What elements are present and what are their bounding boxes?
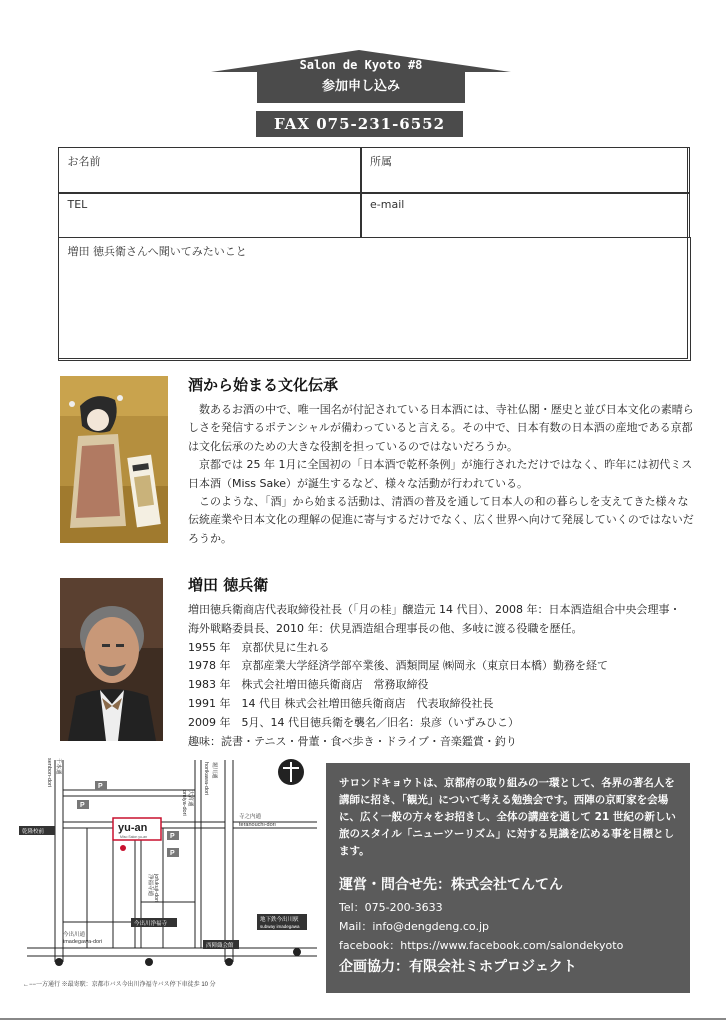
svg-text:堀川通: 堀川通 (211, 762, 217, 779)
contact-tel: Tel：075-200-3633 (339, 901, 443, 914)
section1-paragraph: このような、「酒」から始まる活動は、清酒の普及を通して日本人の和の暮らしを支えてきた様々な伝統産業や日本文化の理解の促進に寄与するだけでなく、広く世界へ向けて発展していくのではないだろうか。 (188, 495, 694, 545)
profile-line: 海外戦略委員長、2010 年：伏見酒造組合理事長の他、多岐に渡る役職を歴任。 (188, 621, 583, 635)
contact-mail[interactable]: Mail：info@dengdeng.co.jp (339, 920, 489, 933)
profile-line: 1983 年 株式会社増田徳兵衛商店 常務取締役 (188, 678, 429, 692)
svg-text:imadegawa-dori: imadegawa-dori (63, 939, 103, 945)
profile-line: 増田徳兵衛商店代表取締役社長（「月の桂」醸造元 14 代目）、2008 年：日本酒造組合中央会理事・ (188, 603, 681, 616)
email-label: e-mail (370, 198, 405, 211)
svg-text:jofukuji-dori: jofukuji-dori (153, 874, 159, 903)
svg-text:浄福寺通: 浄福寺通 (147, 874, 153, 897)
profile-line: 趣味：読書・テニス・骨董・食べ歩き・ドライブ・音楽鑑賞・釣り (188, 734, 517, 748)
profile-body (188, 601, 700, 751)
name-label: お名前 (67, 154, 101, 168)
section1-body (188, 401, 696, 548)
bottom-divider (0, 1018, 726, 1020)
affiliation-label: 所属 (370, 154, 392, 168)
section1-title: 酒から始まる文化伝承 (188, 376, 339, 394)
svg-text:寺之内通: 寺之内通 (239, 814, 262, 820)
parking-label: P (170, 850, 175, 857)
organizer: 運営・問合せ先：株式会社てんてん (339, 877, 563, 893)
svg-text:teranouchi-dori: teranouchi-dori (239, 822, 276, 828)
event-subtitle: 参加申し込み (321, 79, 400, 94)
application-form (58, 147, 688, 359)
svg-text:subway imadegawa: subway imadegawa (260, 924, 300, 929)
section1-paragraph: 数あるお酒の中で、唯一国名が付記されている日本酒には、寺社仏閣・歴史と並び日本文化の素晴らしさを発信するポテンシャルが備わっていると言える。その中で、日本有数の日本酒の産地である京都は文化伝承のための大きな役割を担っているのではないだろうか。 (188, 403, 694, 453)
cooperation: 企画協力：有限会社ミホプロジェクト (339, 959, 577, 975)
svg-text:今出川通: 今出川通 (63, 932, 86, 938)
svg-text:omiya-dori: omiya-dori (181, 790, 187, 816)
parking-label: P (80, 802, 85, 809)
parking-label: P (170, 833, 175, 840)
profile-line: 1991 年 14 代目 株式会社増田徳兵衛商店 代表取締役社長 (188, 696, 494, 710)
fax-number: FAX 075-231-6552 (256, 111, 463, 137)
portrait-photo (60, 578, 163, 741)
venue-subname: Miso Salon yu-an (120, 835, 148, 839)
svg-text:西陣織会館: 西陣織会館 (206, 943, 234, 949)
sake-illustration-image (60, 376, 168, 543)
contact-facebook[interactable]: facebook：https://www.facebook.com/salondekyoto (339, 939, 624, 952)
section1-paragraph: 京都では 25 年 1月に全国初の「日本酒で乾杯条例」が施行されただけではなく、昨年には初代ミス日本酒（Miss Sake）が誕生するなど、様々な活動が行われている。 (188, 458, 693, 490)
affiliation-field[interactable] (360, 147, 690, 194)
access-map (17, 752, 327, 992)
tel-field[interactable] (58, 192, 362, 238)
question-field[interactable] (58, 237, 691, 361)
profile-line: 2009 年 5月、14 代目徳兵衛を襲名／旧名：泉彦（いずみひこ） (188, 715, 519, 729)
svg-text:今出川浄福寺: 今出川浄福寺 (134, 921, 168, 927)
svg-text:乾隆校前: 乾隆校前 (22, 829, 45, 835)
info-description: サロンドキョウトは、京都府の取り組みの一環として、各界の著名人を講師に招き、「観光」について考える勉強会です。西陣の京町家を会場に、広く一般の方々をお招きし、全体の講座を通して 21 世紀の新しい旅のスタイル「ニューツーリズム」に対する見識を広める事を目標とします。 (339, 777, 676, 857)
venue-name: yu-an (118, 822, 148, 834)
tel-label: TEL (67, 198, 88, 211)
profile-name: 増田 徳兵衛 (188, 576, 269, 594)
svg-text:horikawa-dori: horikawa-dori (203, 762, 209, 796)
name-field[interactable] (58, 147, 362, 194)
header-banner (211, 50, 511, 103)
svg-text:千本通: 千本通 (55, 758, 61, 775)
parking-label: P (98, 783, 103, 790)
profile-line: 1978 年 京都産業大学経済学部卒業後、酒類問屋 ㈱岡永（東京日本橋）勤務を経て (188, 659, 608, 673)
venue-marker-icon (120, 845, 126, 851)
info-box (326, 763, 690, 993)
profile-line: 1955 年 京都伏見に生れる (188, 640, 330, 654)
email-field[interactable] (360, 192, 690, 238)
map-footer-note: ←−−一方通行 ※最寄駅：京都市バス今出川浄福寺バス停下車徒歩 10 分 (23, 982, 216, 988)
svg-text:地下鉄今出川駅: 地下鉄今出川駅 (260, 917, 299, 923)
event-title: Salon de Kyoto #8 (299, 58, 423, 72)
svg-text:大宮通: 大宮通 (187, 790, 193, 807)
svg-text:senbon-dori: senbon-dori (46, 758, 52, 788)
question-label: 増田 徳兵衛さんへ聞いてみたいこと (67, 245, 247, 258)
